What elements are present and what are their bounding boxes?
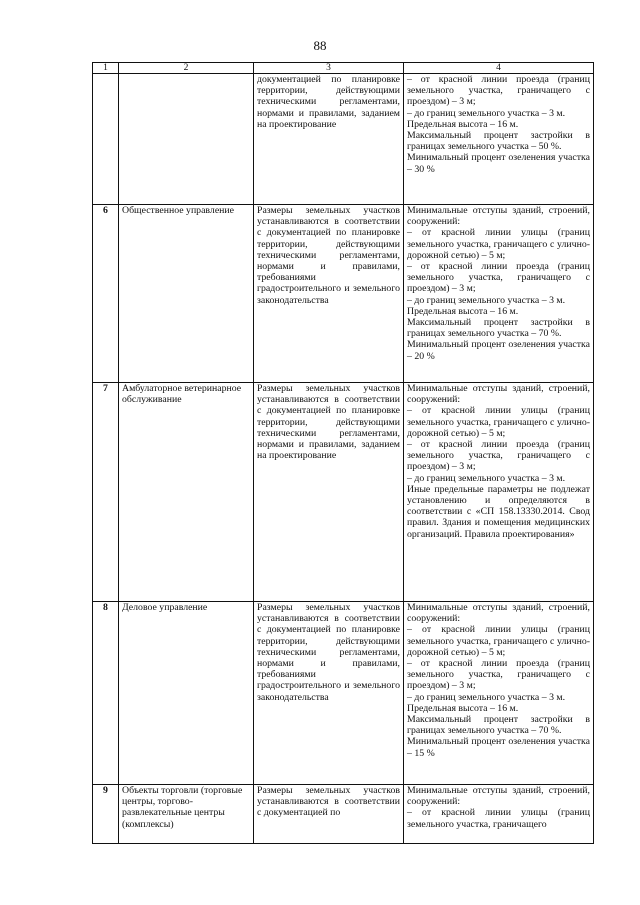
parcel-size-text: Размеры земельных участков устанавливаются в соответствии с документацией по планировке территории, действующими техническими регламентами, нормами и правилами, заданием на проектирование [257,383,400,462]
table-row [93,205,594,383]
table-row [93,74,594,205]
limit-line: – до границ земельного участка – 3 м. [407,691,566,703]
table-row [93,602,594,785]
limit-line: Предельная высота – 16 м. [407,305,519,317]
header-col-3: 3 [254,63,404,74]
use-type-name: Общественное управление [119,205,254,383]
limit-line: – до границ земельного участка – 3 м. [407,294,566,306]
parcel-size-text: документацией по планировке территории, действующими техническими регламентами, нормами и правилами, заданием на проектирование [257,74,400,130]
limit-line: Минимальный процент озеленения участка – 20 % [407,339,590,362]
limit-line: Минимальный процент озеленения участка – 15 % [407,736,590,759]
limits-cell [404,205,594,383]
use-type-name: Объекты торговли (торговые центры, торгово-развлекательные центры (комплексы) [119,785,254,844]
limit-line: Максимальный процент застройки в границах земельного участка – 70 %. [407,714,590,737]
limits-cell [404,785,594,844]
use-type-name: Амбулаторное ветеринарное обслуживание [119,383,254,602]
use-type-name [119,74,254,205]
limit-line: – от красной линии проезда (границ земельного участка, граничащего с проездом) – 3 м; [407,439,590,473]
limit-line: – от красной линии проезда (границ земельного участка, граничащего с проездом) – 3 м; [407,74,590,108]
limits-cell [404,74,594,205]
limit-line: Предельная высота – 16 м. [407,702,519,714]
limit-line: – до границ земельного участка – 3 м. [407,107,566,119]
header-col-2: 2 [119,63,254,74]
page-number: 88 [313,38,327,53]
limit-line: – от красной линии проезда (границ земельного участка, граничащего с проездом) – 3 м; [407,658,590,692]
limit-line: Предельная высота – 16 м. [407,118,519,130]
limits-cell [404,383,594,602]
row-number [93,74,119,205]
limit-line: Иные предельные параметры не подлежат установлению и определяются в соответствии с «СП 158.13330.2014. Свод правил. Здания и помещения медицинских организаций. Правила проектирования» [407,483,590,540]
table-row [93,383,594,602]
row-number: 7 [93,383,119,602]
limit-line: Максимальный процент застройки в границах земельного участка – 70 %. [407,317,590,340]
parcel-size-cell [254,785,404,844]
limit-line: – от красной линии проезда (границ земельного участка, граничащего с проездом) – 3 м; [407,261,590,295]
limit-line: Минимальные отступы зданий, строений, сооружений: [407,602,590,625]
limit-line: – от красной линии улицы (границ земельного участка, граничащего с улично-дорожной сетью) – 5 м; [407,405,590,439]
table-header-row [93,63,594,74]
use-type-name: Деловое управление [119,602,254,785]
regulations-table [92,62,594,844]
row-number: 9 [93,785,119,844]
parcel-size-text: Размеры земельных участков устанавливаются в соответствии с документацией по планировке территории, действующими техническими регламентами, нормами и правилами, требованиями градостроительного и земельного законодательства [257,205,400,306]
table-row [93,785,594,844]
header-col-4: 4 [404,63,594,74]
header-col-1: 1 [93,63,119,74]
parcel-size-cell [254,383,404,602]
parcel-size-cell [254,74,404,205]
parcel-size-text: Размеры земельных участков устанавливаются в соответствии с документацией по [257,785,400,819]
limit-line: – от красной линии улицы (границ земельного участка, граничащего [407,807,590,830]
limit-line: Максимальный процент застройки в границах земельного участка – 50 %. [407,130,590,153]
limit-line: Минимальные отступы зданий, строений, сооружений: [407,205,590,228]
limit-line: – до границ земельного участка – 3 м. [407,472,566,484]
limit-line: – от красной линии улицы (границ земельного участка, граничащего с улично-дорожной сетью) – 5 м; [407,624,590,658]
limit-line: – от красной линии улицы (границ земельного участка, граничащего с улично-дорожной сетью) – 5 м; [407,227,590,261]
row-number: 8 [93,602,119,785]
parcel-size-cell [254,205,404,383]
parcel-size-cell [254,602,404,785]
parcel-size-text: Размеры земельных участков устанавливаются в соответствии с документацией по планировке территории, действующими техническими регламентами, нормами и правилами, требованиями градостроительного и земельного законодательства [257,602,400,703]
limits-cell [404,602,594,785]
limit-line: Минимальные отступы зданий, строений, сооружений: [407,383,590,406]
limit-line: Минимальный процент озеленения участка – 30 % [407,152,590,175]
limit-line: Минимальные отступы зданий, строений, сооружений: [407,785,590,808]
row-number: 6 [93,205,119,383]
